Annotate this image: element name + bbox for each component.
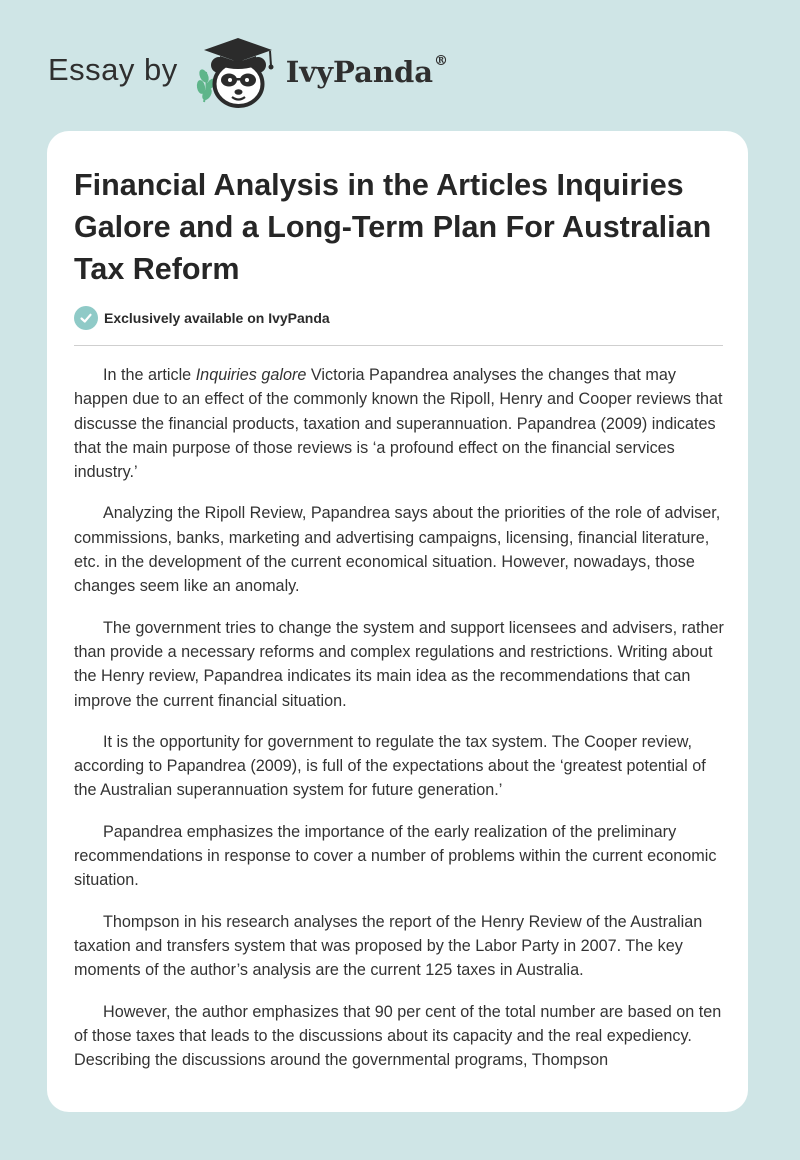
paragraph-3: The government tries to change the system and support licensees and advisers, rather than provide a necessary reforms and complex regulations and restrictions. Writing about the Henry review, Papandrea indicates its main idea as the recommendations that can improve the current financial situation. (74, 618, 724, 710)
essay-title: Financial Analysis in the Articles Inquiries Galore and a Long-Term Plan For Australian Tax Reform (74, 168, 712, 286)
paragraph-2: Analyzing the Ripoll Review, Papandrea says about the priorities of the role of adviser, commissions, banks, marketing and advertising campaigns, licensing, financial literature, etc. in the development of the current economical situation. However, nowadays, those changes seem like an anomaly. (74, 504, 721, 596)
paragraph-5: Papandrea emphasizes the importance of the early realization of the preliminary recommendations in response to cover a number of problems within the current economic situation. (74, 822, 717, 890)
site-header (48, 32, 448, 112)
brand-name-text: IvyPanda (285, 55, 434, 89)
essay-card (47, 131, 748, 1112)
essay-body (74, 363, 726, 1089)
exclusive-badge (74, 306, 330, 330)
paragraph-1-rest: Victoria Papandrea analyses the changes that may happen due to an effect of the commonly known the Ripoll, Henry and Cooper reviews that discusse the financial products, taxation and superannuation. Papandrea (2009) indicates that the main purpose of those reviews is ‘a profound effect on the financial services industry.’ (74, 366, 723, 482)
paragraph-1 (74, 363, 726, 484)
brand-name[interactable] (286, 55, 448, 89)
article-title-italic: Inquiries galore (195, 366, 307, 384)
paragraph-7: However, the author emphasizes that 90 per cent of the total number are based on ten of those taxes that leads to the discussions about its capacity and the real expediency. Describing the discussions around the governmental programs, Thompson (74, 1002, 722, 1070)
registered-mark: ® (434, 53, 449, 69)
paragraph-6: Thompson in his research analyses the report of the Henry Review of the Australian taxation and transfers system that was proposed by the Labor Party in 2007. The key moments of the author’s analysis are the current 125 taxes in Australia. (74, 912, 703, 980)
paragraph-4: It is the opportunity for government to regulate the tax system. The Cooper review, according to Papandrea (2009), is full of the expectations about the ‘greatest potential of the Australian superannuation system for future generation.’ (74, 732, 706, 800)
check-circle-icon (74, 306, 98, 330)
exclusive-label: Exclusively available on IvyPanda (104, 310, 330, 326)
paragraph-1-lead: In the article (103, 366, 196, 384)
divider (74, 345, 723, 346)
ivypanda-logo-icon[interactable] (192, 32, 284, 112)
essay-by-label: Essay by (48, 52, 178, 87)
